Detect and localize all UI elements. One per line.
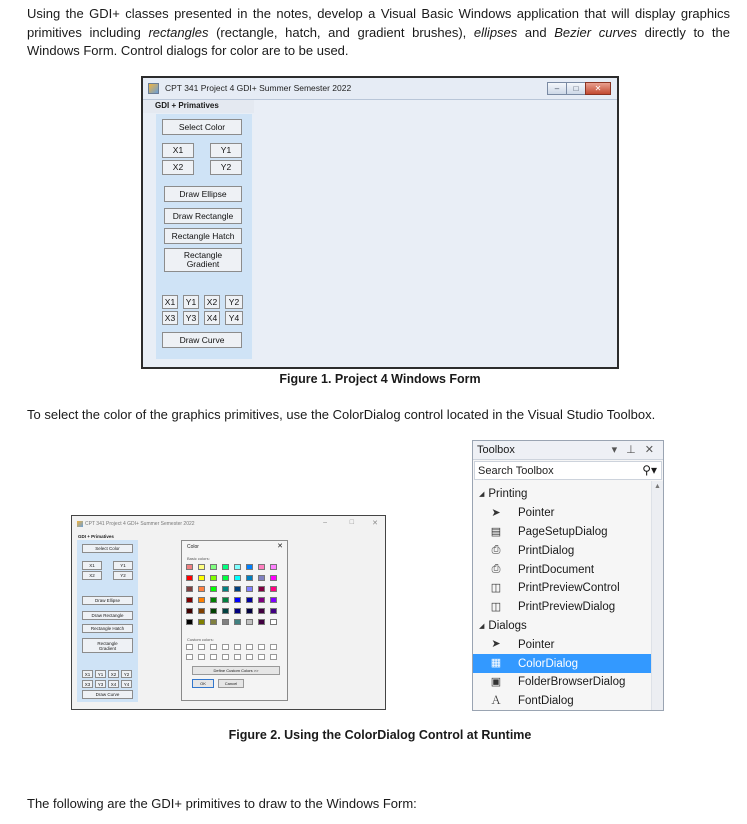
figure1-drawing-canvas[interactable] (254, 100, 617, 367)
toolbox-item[interactable] (473, 692, 651, 711)
curve-x2-field[interactable]: X2 (204, 295, 220, 309)
select-color-button[interactable]: Select Color (82, 544, 133, 553)
y1-field[interactable]: Y1 (210, 143, 242, 158)
close-icon[interactable]: ✕ (372, 520, 378, 527)
custom-color-slot[interactable] (258, 654, 265, 660)
curve-y1-field[interactable]: Y1 (183, 295, 199, 309)
print-document-icon: ⎙ (491, 563, 501, 576)
figure1-window (141, 76, 619, 369)
toolbox-group-dialogs[interactable] (473, 617, 651, 636)
figure1-menustrip (143, 100, 261, 113)
collapse-triangle-icon[interactable]: ◢ (479, 491, 485, 499)
toolbox-window-controls[interactable]: ▾ ⊥ ✕ (611, 444, 657, 456)
color-swatch[interactable] (222, 608, 229, 614)
toolbox-search-placeholder: Search Toolbox (478, 465, 554, 477)
curve-x1-field[interactable]: X1 (82, 670, 93, 678)
draw-rectangle-button[interactable]: Draw Rectangle (164, 208, 242, 224)
intro-text-2: (rectangle, hatch, and gradient brushes), (208, 24, 474, 40)
custom-color-slot[interactable] (234, 644, 241, 650)
custom-color-slot[interactable] (246, 644, 253, 650)
color-dialog-title: Color (187, 544, 199, 550)
curve-x1-field[interactable]: X1 (162, 295, 178, 309)
toolbox-item[interactable] (473, 541, 651, 560)
curve-y4-field[interactable]: Y4 (225, 311, 243, 325)
color-swatch[interactable] (222, 564, 229, 570)
toolbox-item[interactable] (473, 673, 651, 692)
toolbox-group-label: Dialogs (488, 619, 527, 632)
toolbox-item[interactable] (473, 504, 651, 523)
color-swatch[interactable] (234, 608, 241, 614)
maximize-icon[interactable]: □ (566, 82, 586, 95)
curve-y2-field[interactable]: Y2 (121, 670, 132, 678)
toolbox-scrollbar[interactable] (651, 481, 663, 710)
color-swatch[interactable] (246, 564, 253, 570)
color-swatch[interactable] (186, 619, 193, 625)
window-controls (548, 82, 611, 95)
custom-color-slot[interactable] (222, 644, 229, 650)
draw-curve-button[interactable]: Draw Curve (162, 332, 242, 348)
custom-color-slot[interactable] (246, 654, 253, 660)
x1-field[interactable]: X1 (82, 561, 102, 570)
toolbox-header (473, 441, 663, 460)
middle-paragraph: To select the color of the graphics primitives, use the ColorDialog control located in the Visual Studio Toolbox. (27, 407, 656, 422)
curve-y3-field[interactable]: Y3 (95, 680, 106, 688)
figure2-window-title: CPT 341 Project 4 GDI+ Summer Semester 2022 (85, 521, 195, 527)
figure2-caption: Figure 2. Using the ColorDialog Control at Runtime (228, 728, 532, 742)
font-dialog-icon: Ａ (490, 694, 502, 707)
figure2-window (71, 515, 386, 710)
figure1-window-title: CPT 341 Project 4 GDI+ Summer Semester 2022 (165, 83, 352, 93)
color-swatch[interactable] (246, 575, 253, 581)
curve-y3-field[interactable]: Y3 (183, 311, 199, 325)
custom-color-slot[interactable] (186, 654, 193, 660)
draw-ellipse-button[interactable]: Draw Ellipse (164, 186, 242, 202)
color-swatch[interactable] (186, 564, 193, 570)
color-swatch[interactable] (246, 608, 253, 614)
color-swatch[interactable] (234, 619, 241, 625)
custom-color-slot[interactable] (270, 654, 277, 660)
figure1-control-panel (156, 114, 252, 359)
curve-y4-field[interactable]: Y4 (121, 680, 132, 688)
custom-color-slot[interactable] (186, 644, 193, 650)
color-dialog (181, 540, 288, 701)
color-swatch[interactable] (198, 608, 205, 614)
curve-x4-field[interactable]: X4 (108, 680, 119, 688)
minimize-icon[interactable]: – (547, 82, 567, 95)
color-swatch[interactable] (186, 575, 193, 581)
toolbox-item-label: PageSetupDialog (518, 525, 608, 538)
curve-x4-field[interactable]: X4 (204, 311, 220, 325)
cancel-button[interactable]: Cancel (218, 679, 244, 688)
color-swatch[interactable] (258, 575, 265, 581)
intro-emphasis-bezier: Bezier curves (554, 24, 638, 40)
intro-emphasis-rectangles: rectangles (148, 24, 209, 40)
toolbox-item[interactable] (473, 635, 651, 654)
y1-field[interactable]: Y1 (113, 561, 133, 570)
color-swatch[interactable] (210, 597, 217, 603)
print-preview-icon: ◫ (490, 582, 502, 594)
color-swatch[interactable] (270, 597, 277, 603)
pointer-icon: ➤ (491, 506, 501, 519)
select-color-button[interactable]: Select Color (162, 119, 242, 135)
color-swatch[interactable] (186, 608, 193, 614)
toolbox-item-label: PrintDialog (518, 544, 575, 557)
color-swatch[interactable] (258, 586, 265, 592)
color-swatch[interactable] (270, 586, 277, 592)
ok-button[interactable]: OK (192, 679, 214, 688)
toolbox-item-label: PrintDocument (518, 563, 595, 576)
color-swatch[interactable] (222, 597, 229, 603)
collapse-triangle-icon[interactable]: ◢ (479, 622, 485, 630)
color-swatch[interactable] (234, 575, 241, 581)
color-swatch[interactable] (258, 597, 265, 603)
search-icon[interactable]: ⚲▾ (642, 463, 657, 477)
toolbox-item[interactable] (473, 560, 651, 579)
toolbox-group-printing[interactable] (473, 485, 651, 504)
x2-field[interactable]: X2 (82, 571, 102, 580)
y2-field[interactable]: Y2 (113, 571, 133, 580)
color-swatch[interactable] (222, 619, 229, 625)
color-swatch[interactable] (258, 619, 265, 625)
basic-colors-label: Basic colors: (187, 556, 210, 561)
color-dialog-icon: ▦ (490, 657, 502, 670)
curve-y1-field[interactable]: Y1 (95, 670, 106, 678)
color-swatch[interactable] (186, 597, 193, 603)
x1-field[interactable]: X1 (162, 143, 194, 158)
color-swatch[interactable] (270, 619, 277, 625)
toolbox-item[interactable] (473, 523, 651, 542)
intro-paragraph (27, 5, 730, 61)
toolbox-group-label: Printing (488, 488, 528, 501)
toolbox-item-label: FolderBrowserDialog (518, 676, 626, 689)
define-custom-colors-button[interactable]: Define Custom Colors >> (192, 666, 280, 675)
intro-emphasis-ellipses: ellipses (473, 24, 518, 40)
color-swatch[interactable] (198, 586, 205, 592)
app-icon (148, 83, 159, 94)
custom-color-slot[interactable] (198, 644, 205, 650)
x2-field[interactable]: X2 (162, 160, 194, 175)
color-swatch[interactable] (234, 564, 241, 570)
custom-color-slot[interactable] (258, 644, 265, 650)
color-swatch[interactable] (270, 575, 277, 581)
close-icon[interactable]: ✕ (585, 82, 611, 95)
curve-x2-field[interactable]: X2 (108, 670, 119, 678)
printer-icon: ⎙ (491, 544, 501, 557)
color-swatch[interactable] (210, 619, 217, 625)
color-swatch[interactable] (210, 575, 217, 581)
toolbox-item-label: PrintPreviewDialog (518, 601, 616, 614)
folder-browser-icon: ▣ (490, 676, 502, 688)
color-swatch[interactable] (222, 586, 229, 592)
color-swatch[interactable] (198, 619, 205, 625)
toolbox-item[interactable] (473, 654, 651, 673)
custom-color-slot[interactable] (222, 654, 229, 660)
figure2-control-panel (77, 540, 138, 702)
intro-text-3: and (517, 24, 555, 40)
color-swatch[interactable] (222, 575, 229, 581)
page-setup-icon: ▤ (490, 525, 502, 538)
color-swatch[interactable] (210, 586, 217, 592)
color-swatch[interactable] (198, 564, 205, 570)
footer-paragraph: The following are the GDI+ primitives to draw to the Windows Form: (27, 796, 417, 811)
custom-color-slot[interactable] (198, 654, 205, 660)
toolbox-item-label: Pointer (518, 638, 555, 651)
color-swatch[interactable] (246, 597, 253, 603)
custom-colors-label: Custom colors: (187, 637, 214, 642)
figure1-titlebar (143, 78, 617, 100)
figure1-menu-label[interactable]: GDI + Primatives (155, 101, 219, 110)
color-swatch[interactable] (186, 586, 193, 592)
pointer-icon: ➤ (491, 638, 501, 651)
rectangle-hatch-button[interactable]: Rectangle Hatch (82, 624, 133, 633)
figure1-caption: Figure 1. Project 4 Windows Form (279, 372, 481, 386)
scroll-up-icon[interactable]: ▲ (654, 483, 661, 490)
toolbox-panel (472, 440, 664, 711)
intro-text-4: directly to the Windows Form. Control dialogs for color are to be used. (27, 24, 730, 58)
toolbox-title: Toolbox (477, 444, 515, 456)
color-swatch[interactable] (258, 564, 265, 570)
toolbox-item-label: PrintPreviewControl (518, 582, 620, 595)
color-swatch[interactable] (210, 608, 217, 614)
color-swatch[interactable] (246, 619, 253, 625)
close-icon[interactable]: ✕ (277, 543, 283, 550)
app-icon (77, 521, 83, 527)
intro-text-1: Using the GDI+ classes presented in the notes, develop a Visual Basic Windows application that will display graphics primitives including (27, 6, 730, 40)
toolbox-item-label: Pointer (518, 507, 555, 520)
draw-ellipse-button[interactable]: Draw Ellipse (82, 596, 133, 605)
draw-curve-button[interactable]: Draw Curve (82, 690, 133, 699)
toolbox-search-input[interactable] (474, 461, 662, 480)
toolbox-item-label: ColorDialog (518, 657, 579, 670)
y2-field[interactable]: Y2 (210, 160, 242, 175)
toolbox-item[interactable] (473, 598, 651, 617)
color-swatch[interactable] (234, 597, 241, 603)
color-swatch[interactable] (210, 564, 217, 570)
rectangle-gradient-button[interactable]: Rectangle Gradient (164, 248, 242, 272)
draw-rectangle-button[interactable]: Draw Rectangle (82, 611, 133, 620)
color-swatch[interactable] (198, 597, 205, 603)
custom-color-slot[interactable] (234, 654, 241, 660)
custom-color-slot[interactable] (210, 654, 217, 660)
color-swatch[interactable] (270, 564, 277, 570)
toolbox-item[interactable] (473, 579, 651, 598)
color-swatch[interactable] (270, 608, 277, 614)
curve-x3-field[interactable]: X3 (162, 311, 178, 325)
color-swatch[interactable] (234, 586, 241, 592)
rectangle-hatch-button[interactable]: Rectangle Hatch (164, 228, 242, 244)
color-swatch[interactable] (258, 608, 265, 614)
color-swatch[interactable] (246, 586, 253, 592)
maximize-icon[interactable]: □ (349, 519, 354, 526)
print-preview-dialog-icon: ◫ (490, 600, 502, 613)
minimize-icon[interactable]: – (323, 519, 327, 526)
figure2-menu-label[interactable]: GDI + Primatives (78, 534, 114, 539)
color-swatch[interactable] (198, 575, 205, 581)
custom-color-slot[interactable] (270, 644, 277, 650)
custom-color-slot[interactable] (210, 644, 217, 650)
rectangle-gradient-button[interactable]: Rectangle Gradient (82, 638, 133, 653)
curve-y2-field[interactable]: Y2 (225, 295, 243, 309)
toolbox-item-label: FontDialog (518, 695, 574, 708)
curve-x3-field[interactable]: X3 (82, 680, 93, 688)
